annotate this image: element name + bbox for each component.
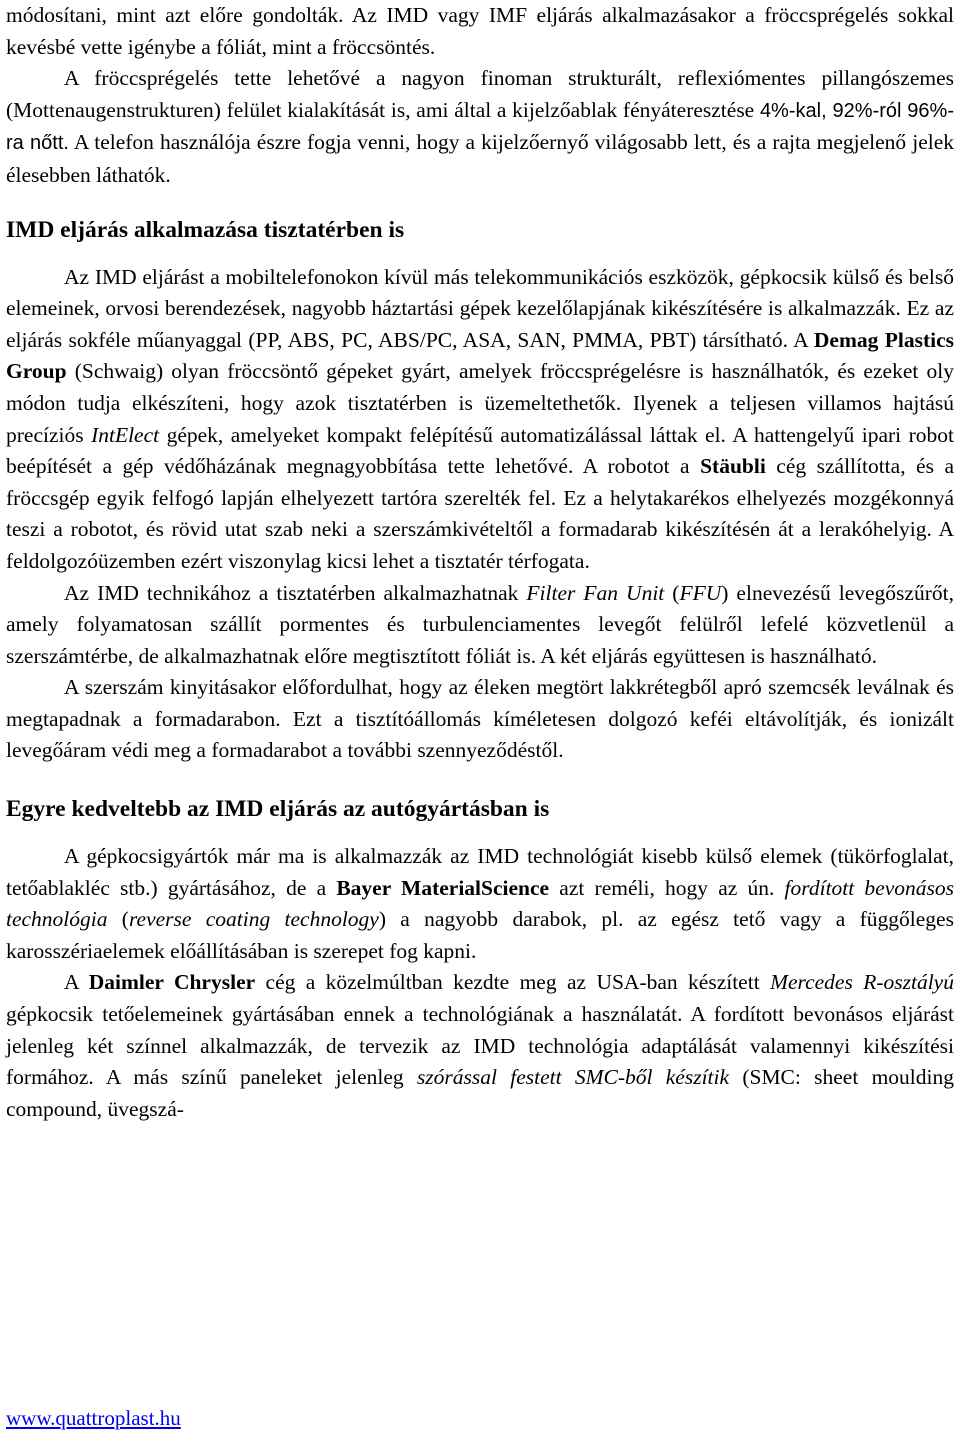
intro-paragraph-2 (6, 63, 954, 191)
body-text: A (64, 970, 89, 995)
body-text: ) a nagyobb darabok, pl. az egész tető vagy a függőleges karosszériaelemek előállításában is szerepet fog kapni. (6, 907, 954, 963)
body-text: ( (664, 580, 680, 605)
body-text: A gépkocsigyártók már ma is alkalmazzák az IMD technológiát kisebb külső elemek (tükörfoglalat, tetőablakléc stb.) gyártásához, de a (6, 844, 954, 900)
document-page (6, 0, 954, 1125)
company-name: Demag Plastics Group (6, 327, 954, 384)
cleanroom-paragraph-2 (6, 578, 954, 673)
body-text: ( (107, 907, 129, 932)
term: reverse coating technology (128, 907, 379, 932)
term: FFU (679, 580, 722, 605)
intro-text: módosítani, mint azt előre gondolták. Az IMD vagy IMF eljárás alkalmazásakor a fröccsprégelés sokkal kevésbé vette igénybe a fóliát, mint a fröccsöntés. (6, 3, 954, 59)
intro-paragraph-1 (6, 0, 954, 63)
cleanroom-paragraph-3: A szerszám kinyitásakor előfordulhat, hogy az éleken megtört lakkrétegből apró szemcsék leválnak és megtapadnak a formadarabon. Ezt a tisztítóállomás kíméletesen dolgozó keféi eltávolítják, és ionizált levegőáram védi meg a formadarabot a további szennyeződéstől. (6, 675, 954, 763)
company-name: Stäubli (700, 454, 766, 479)
body-text: Az IMD eljárást a mobiltelefonokon kívül más telekommunikációs eszközök, gépkocsik külső és belső elemeinek, orvosi berendezések, nagyobb háztartási gépek kezelőlapjának kikészítésére is alkalmazzák. Ez az eljárás sokféle műanyaggal (PP, ABS, PC, ABS/PC, ASA, SAN, PMMA, PBT) társítható. A (6, 264, 954, 352)
cleanroom-paragraph-1 (6, 262, 954, 578)
term: Mercedes R-osztályú (770, 970, 954, 995)
body-text: ) elnevezésű levegőszűrőt, amely folyamatosan szállít pormentes és turbulenciamentes levegőt felülről lefelé közvetlenül a szerszámtérbe, de alkalmazhatnak előre megtisztított fóliát is. A két eljárás együttesen is használható. (6, 580, 954, 668)
body-text: (SMC: sheet moulding compound, üvegszá- (6, 1065, 954, 1121)
body-text: Az IMD technikához a tisztatérben alkalmazhatnak (64, 580, 527, 605)
footer-website-link[interactable]: www.quattroplast.hu (6, 1406, 181, 1430)
term: Filter Fan Unit (526, 580, 665, 605)
automotive-paragraph-1 (6, 841, 954, 967)
body-text: gépek, amelyeket kompakt felépítésű automatizálással láttak el. A hattengelyű ipari robot beépítését a gép védőházának megnagyobbítása tette lehetővé. A robotot a (6, 422, 954, 479)
section-heading-automotive: Egyre kedveltebb az IMD eljárás az autógyártásban is (6, 796, 550, 823)
section-heading-cleanroom: IMD eljárás alkalmazása tisztatérben is (6, 216, 405, 243)
company-name: Bayer MaterialScience (336, 875, 550, 900)
term: szórással festett SMC-ből készítik (416, 1065, 730, 1090)
body-text: (Schwaig) olyan fröccsöntő gépeket gyárt, amelyek fröccsprégelésre is használhatók, és ezeket oly módon tudja elkészíteni, hogy azok tisztatérben is üzemeltethetők. Ilyenek a teljesen villamos hajtású precíziós (6, 359, 954, 447)
intro-text: A telefon használója észre fogja venni, hogy a kijelzőernyő világosabb lett, és a rajta megjelenő jelek élesebben láthatók. (6, 130, 954, 187)
percentage-text: 4%-kal, 92%-ról 96%-ra nőtt. (6, 99, 954, 155)
term: fordított bevonásos technológia (6, 875, 954, 932)
intro-text: A fröccsprégelés tette lehetővé a nagyon finoman strukturált, reflexiómentes pillangószemes (Mottenaugenstrukturen) felület kialakítását is, ami által a kijelzőablak fényáteresztése (6, 66, 954, 122)
body-text: gépkocsik tetőelemeinek gyártásában ennek a technológiának a használatát. A fordított bevonásos eljárást jelenleg két színnel alkalmazzák, de tervezik az IMD technológia adaptálását valamennyi kikészítési formához. A más színű paneleket jelenleg (6, 1002, 954, 1090)
body-text: cég szállította, és a fröccsgép egyik felfogó lapján elhelyezett tartóra szerelték fel. Ez a helytakarékos elhelyezés mozgékonnyá teszi a robotot, és rövid utat szab neki a szerszámkivételtől a formadarab kikészítésén át a lerakóhelyig. A feldolgozóüzemben ezért viszonylag kicsi lehet a tisztatér térfogata. (6, 454, 954, 573)
body-text: azt reméli, hogy az ún. (549, 875, 785, 900)
body-text: cég a közelmúltban kezdte meg az USA-ban készített (255, 970, 771, 995)
product-name: IntElect (91, 422, 160, 447)
automotive-paragraph-2 (6, 967, 954, 1125)
company-name: Daimler Chrysler (88, 970, 256, 995)
